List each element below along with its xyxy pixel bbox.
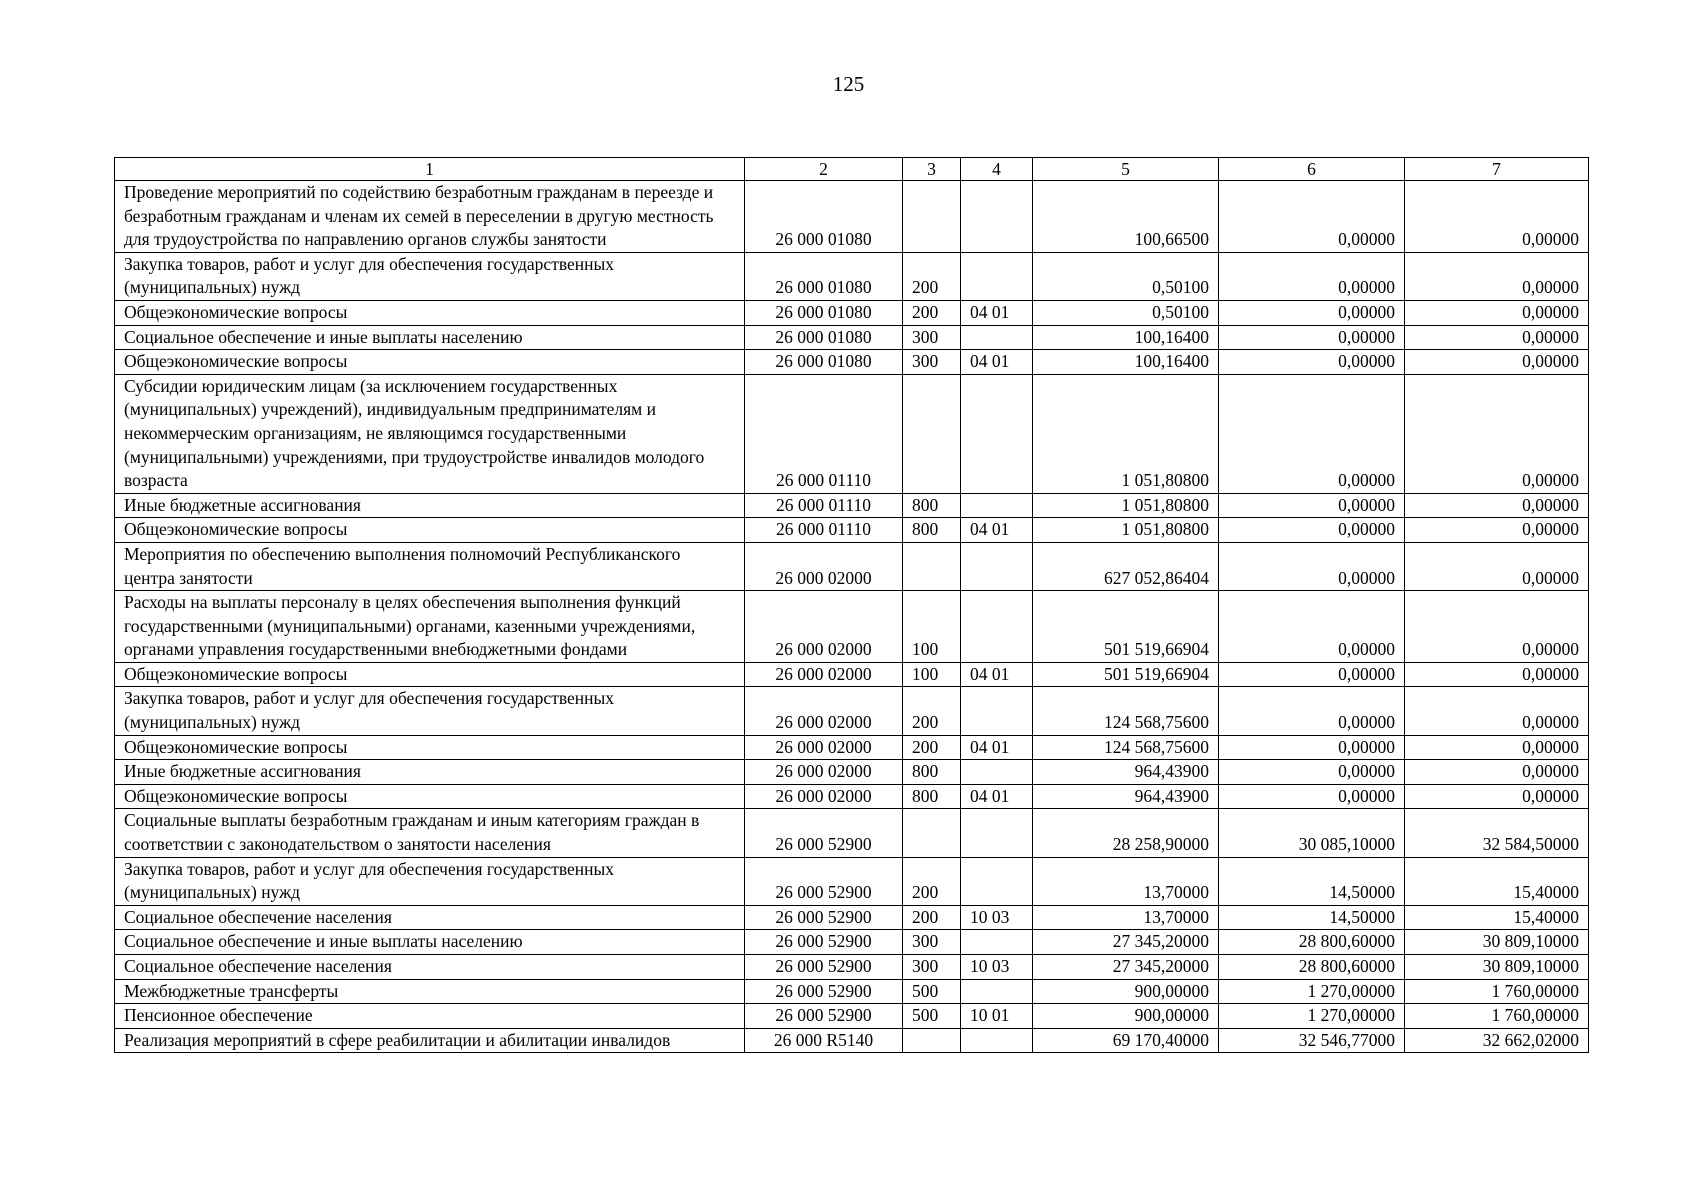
target-article-cell: 26 000 01080 — [745, 325, 903, 350]
target-article-cell: 26 000 01080 — [745, 252, 903, 300]
table-row — [115, 591, 1589, 663]
amount-col5-cell: 501 519,66904 — [1033, 591, 1219, 663]
table-row — [115, 809, 1589, 857]
amount-col5-cell: 100,16400 — [1033, 325, 1219, 350]
section-cell: 04 01 — [961, 784, 1033, 809]
table-row — [115, 300, 1589, 325]
table-row — [115, 181, 1589, 253]
amount-col6-cell: 0,00000 — [1219, 325, 1405, 350]
amount-col7-cell: 0,00000 — [1405, 350, 1589, 375]
amount-col7-cell: 0,00000 — [1405, 662, 1589, 687]
row-name-cell: Закупка товаров, работ и услуг для обеспечения государственных (муниципальных) нужд — [115, 857, 745, 905]
target-article-cell: 26 000 52900 — [745, 979, 903, 1004]
row-name-cell: Мероприятия по обеспечению выполнения полномочий Республиканского центра занятости — [115, 542, 745, 590]
amount-col6-cell: 14,50000 — [1219, 905, 1405, 930]
amount-col6-cell: 0,00000 — [1219, 300, 1405, 325]
target-article-cell: 26 000 02000 — [745, 542, 903, 590]
row-name-cell: Закупка товаров, работ и услуг для обеспечения государственных (муниципальных) нужд — [115, 252, 745, 300]
section-cell — [961, 930, 1033, 955]
row-name-cell: Социальное обеспечение и иные выплаты населению — [115, 325, 745, 350]
target-article-cell: 26 000 02000 — [745, 687, 903, 735]
target-article-cell: 26 000 52900 — [745, 857, 903, 905]
amount-col6-cell: 0,00000 — [1219, 735, 1405, 760]
amount-col7-cell: 1 760,00000 — [1405, 1004, 1589, 1029]
page-number: 125 — [832, 72, 865, 96]
target-article-cell: 26 000 02000 — [745, 591, 903, 663]
amount-col5-cell: 1 051,80800 — [1033, 374, 1219, 493]
target-article-cell: 26 000 52900 — [745, 955, 903, 980]
table-row — [115, 252, 1589, 300]
row-name-cell: Иные бюджетные ассигнования — [115, 493, 745, 518]
expense-type-cell: 500 — [903, 979, 961, 1004]
section-cell — [961, 252, 1033, 300]
amount-col5-cell: 0,50100 — [1033, 252, 1219, 300]
expense-type-cell: 800 — [903, 493, 961, 518]
row-name-cell: Иные бюджетные ассигнования — [115, 760, 745, 785]
table-row — [115, 857, 1589, 905]
amount-col5-cell: 27 345,20000 — [1033, 955, 1219, 980]
table-row — [115, 735, 1589, 760]
expense-type-cell: 100 — [903, 662, 961, 687]
amount-col6-cell: 1 270,00000 — [1219, 1004, 1405, 1029]
amount-col5-cell: 100,66500 — [1033, 181, 1219, 253]
amount-col6-cell: 0,00000 — [1219, 493, 1405, 518]
amount-col5-cell: 964,43900 — [1033, 760, 1219, 785]
target-article-cell: 26 000 52900 — [745, 905, 903, 930]
table-row — [115, 760, 1589, 785]
amount-col7-cell: 0,00000 — [1405, 300, 1589, 325]
section-cell — [961, 809, 1033, 857]
amount-col6-cell: 0,00000 — [1219, 350, 1405, 375]
expense-type-cell: 500 — [903, 1004, 961, 1029]
table-row — [115, 979, 1589, 1004]
amount-col6-cell: 0,00000 — [1219, 518, 1405, 543]
amount-col5-cell: 900,00000 — [1033, 979, 1219, 1004]
target-article-cell: 26 000 01110 — [745, 518, 903, 543]
amount-col5-cell: 900,00000 — [1033, 1004, 1219, 1029]
column-header: 6 — [1219, 158, 1405, 181]
amount-col7-cell: 0,00000 — [1405, 518, 1589, 543]
target-article-cell: 26 000 R5140 — [745, 1028, 903, 1053]
target-article-cell: 26 000 02000 — [745, 784, 903, 809]
expense-type-cell: 200 — [903, 905, 961, 930]
table-row — [115, 784, 1589, 809]
column-header: 1 — [115, 158, 745, 181]
expense-type-cell: 300 — [903, 930, 961, 955]
section-cell — [961, 1028, 1033, 1053]
row-name-cell: Общеэкономические вопросы — [115, 735, 745, 760]
amount-col7-cell: 0,00000 — [1405, 687, 1589, 735]
amount-col7-cell: 0,00000 — [1405, 784, 1589, 809]
column-header: 4 — [961, 158, 1033, 181]
amount-col7-cell: 0,00000 — [1405, 374, 1589, 493]
amount-col7-cell: 0,00000 — [1405, 591, 1589, 663]
section-cell — [961, 181, 1033, 253]
amount-col5-cell: 28 258,90000 — [1033, 809, 1219, 857]
section-cell: 04 01 — [961, 300, 1033, 325]
amount-col6-cell: 0,00000 — [1219, 760, 1405, 785]
section-cell: 04 01 — [961, 518, 1033, 543]
amount-col7-cell: 0,00000 — [1405, 542, 1589, 590]
expense-type-cell: 800 — [903, 760, 961, 785]
row-name-cell: Межбюджетные трансферты — [115, 979, 745, 1004]
target-article-cell: 26 000 52900 — [745, 930, 903, 955]
amount-col6-cell: 0,00000 — [1219, 662, 1405, 687]
amount-col6-cell: 1 270,00000 — [1219, 979, 1405, 1004]
section-cell: 04 01 — [961, 350, 1033, 375]
section-cell: 10 01 — [961, 1004, 1033, 1029]
amount-col5-cell: 1 051,80800 — [1033, 518, 1219, 543]
amount-col5-cell: 964,43900 — [1033, 784, 1219, 809]
column-header: 5 — [1033, 158, 1219, 181]
target-article-cell: 26 000 01110 — [745, 374, 903, 493]
section-cell: 04 01 — [961, 735, 1033, 760]
amount-col5-cell: 100,16400 — [1033, 350, 1219, 375]
expense-type-cell: 300 — [903, 325, 961, 350]
amount-col6-cell: 0,00000 — [1219, 542, 1405, 590]
amount-col6-cell: 0,00000 — [1219, 687, 1405, 735]
table-row — [115, 955, 1589, 980]
section-cell — [961, 374, 1033, 493]
amount-col5-cell: 13,70000 — [1033, 905, 1219, 930]
row-name-cell: Реализация мероприятий в сфере реабилитации и абилитации инвалидов — [115, 1028, 745, 1053]
amount-col7-cell: 0,00000 — [1405, 325, 1589, 350]
table-row — [115, 662, 1589, 687]
amount-col7-cell: 32 584,50000 — [1405, 809, 1589, 857]
amount-col5-cell: 124 568,75600 — [1033, 687, 1219, 735]
table-row — [115, 350, 1589, 375]
column-header: 7 — [1405, 158, 1589, 181]
amount-col6-cell: 0,00000 — [1219, 252, 1405, 300]
amount-col6-cell: 0,00000 — [1219, 374, 1405, 493]
row-name-cell: Общеэкономические вопросы — [115, 784, 745, 809]
amount-col5-cell: 124 568,75600 — [1033, 735, 1219, 760]
target-article-cell: 26 000 01080 — [745, 350, 903, 375]
table-row — [115, 493, 1589, 518]
row-name-cell: Социальное обеспечение населения — [115, 955, 745, 980]
amount-col6-cell: 0,00000 — [1219, 591, 1405, 663]
amount-col5-cell: 27 345,20000 — [1033, 930, 1219, 955]
table-row — [115, 518, 1589, 543]
target-article-cell: 26 000 52900 — [745, 1004, 903, 1029]
section-cell — [961, 325, 1033, 350]
row-name-cell: Общеэкономические вопросы — [115, 662, 745, 687]
amount-col6-cell: 30 085,10000 — [1219, 809, 1405, 857]
amount-col7-cell: 0,00000 — [1405, 760, 1589, 785]
target-article-cell: 26 000 02000 — [745, 760, 903, 785]
expense-type-cell — [903, 542, 961, 590]
section-cell: 04 01 — [961, 662, 1033, 687]
amount-col7-cell: 1 760,00000 — [1405, 979, 1589, 1004]
section-cell — [961, 493, 1033, 518]
row-name-cell: Общеэкономические вопросы — [115, 300, 745, 325]
target-article-cell: 26 000 01110 — [745, 493, 903, 518]
amount-col7-cell: 30 809,10000 — [1405, 955, 1589, 980]
section-cell — [961, 857, 1033, 905]
table-row — [115, 905, 1589, 930]
section-cell — [961, 591, 1033, 663]
expense-type-cell: 200 — [903, 300, 961, 325]
expense-type-cell: 300 — [903, 350, 961, 375]
row-name-cell: Социальные выплаты безработным гражданам и иным категориям граждан в соответствии с законодательством о занятости населения — [115, 809, 745, 857]
amount-col7-cell: 0,00000 — [1405, 493, 1589, 518]
amount-col6-cell: 28 800,60000 — [1219, 930, 1405, 955]
table-row — [115, 1004, 1589, 1029]
row-name-cell: Проведение мероприятий по содействию безработным гражданам в переезде и безработным гражданам и членам их семей в переселении в другую местность для трудоустройства по направлению органов службы занятости — [115, 181, 745, 253]
table-row — [115, 930, 1589, 955]
amount-col7-cell: 15,40000 — [1405, 905, 1589, 930]
amount-col6-cell: 32 546,77000 — [1219, 1028, 1405, 1053]
expense-type-cell: 300 — [903, 955, 961, 980]
amount-col7-cell: 0,00000 — [1405, 252, 1589, 300]
expense-type-cell: 200 — [903, 687, 961, 735]
row-name-cell: Общеэкономические вопросы — [115, 350, 745, 375]
target-article-cell: 26 000 52900 — [745, 809, 903, 857]
amount-col5-cell: 1 051,80800 — [1033, 493, 1219, 518]
row-name-cell: Социальное обеспечение и иные выплаты населению — [115, 930, 745, 955]
amount-col7-cell: 0,00000 — [1405, 181, 1589, 253]
expense-type-cell: 100 — [903, 591, 961, 663]
budget-table — [114, 157, 1589, 1053]
expense-type-cell: 800 — [903, 518, 961, 543]
expense-type-cell — [903, 181, 961, 253]
expense-type-cell — [903, 374, 961, 493]
amount-col5-cell: 13,70000 — [1033, 857, 1219, 905]
column-header: 3 — [903, 158, 961, 181]
table-body — [115, 181, 1589, 1053]
amount-col6-cell: 14,50000 — [1219, 857, 1405, 905]
expense-type-cell — [903, 809, 961, 857]
section-cell: 10 03 — [961, 955, 1033, 980]
table-row — [115, 687, 1589, 735]
table-header-row — [115, 158, 1589, 181]
expense-type-cell: 200 — [903, 735, 961, 760]
row-name-cell: Пенсионное обеспечение — [115, 1004, 745, 1029]
row-name-cell: Расходы на выплаты персоналу в целях обеспечения выполнения функций государственными (муниципальными) органами, казенными учреждениями, органами управления государственными внебюджетными фондами — [115, 591, 745, 663]
section-cell — [961, 542, 1033, 590]
amount-col5-cell: 627 052,86404 — [1033, 542, 1219, 590]
section-cell — [961, 687, 1033, 735]
amount-col7-cell: 15,40000 — [1405, 857, 1589, 905]
expense-type-cell — [903, 1028, 961, 1053]
expense-type-cell: 200 — [903, 252, 961, 300]
target-article-cell: 26 000 01080 — [745, 300, 903, 325]
amount-col7-cell: 32 662,02000 — [1405, 1028, 1589, 1053]
amount-col5-cell: 501 519,66904 — [1033, 662, 1219, 687]
target-article-cell: 26 000 02000 — [745, 662, 903, 687]
row-name-cell: Общеэкономические вопросы — [115, 518, 745, 543]
target-article-cell: 26 000 01080 — [745, 181, 903, 253]
table-row — [115, 374, 1589, 493]
amount-col7-cell: 30 809,10000 — [1405, 930, 1589, 955]
amount-col5-cell: 69 170,40000 — [1033, 1028, 1219, 1053]
table-row — [115, 542, 1589, 590]
expense-type-cell: 200 — [903, 857, 961, 905]
row-name-cell: Социальное обеспечение населения — [115, 905, 745, 930]
amount-col7-cell: 0,00000 — [1405, 735, 1589, 760]
amount-col6-cell: 0,00000 — [1219, 784, 1405, 809]
section-cell — [961, 760, 1033, 785]
section-cell — [961, 979, 1033, 1004]
table-row — [115, 1028, 1589, 1053]
column-header: 2 — [745, 158, 903, 181]
amount-col6-cell: 0,00000 — [1219, 181, 1405, 253]
amount-col5-cell: 0,50100 — [1033, 300, 1219, 325]
table-row — [115, 325, 1589, 350]
row-name-cell: Закупка товаров, работ и услуг для обеспечения государственных (муниципальных) нужд — [115, 687, 745, 735]
amount-col6-cell: 28 800,60000 — [1219, 955, 1405, 980]
section-cell: 10 03 — [961, 905, 1033, 930]
expense-type-cell: 800 — [903, 784, 961, 809]
row-name-cell: Субсидии юридическим лицам (за исключением государственных (муниципальных) учреждений), индивидуальным предпринимателям и некоммерческим организациям, не являющимся государственными (муниципальными) учреждениями, при трудоустройстве инвалидов молодого возраста — [115, 374, 745, 493]
target-article-cell: 26 000 02000 — [745, 735, 903, 760]
